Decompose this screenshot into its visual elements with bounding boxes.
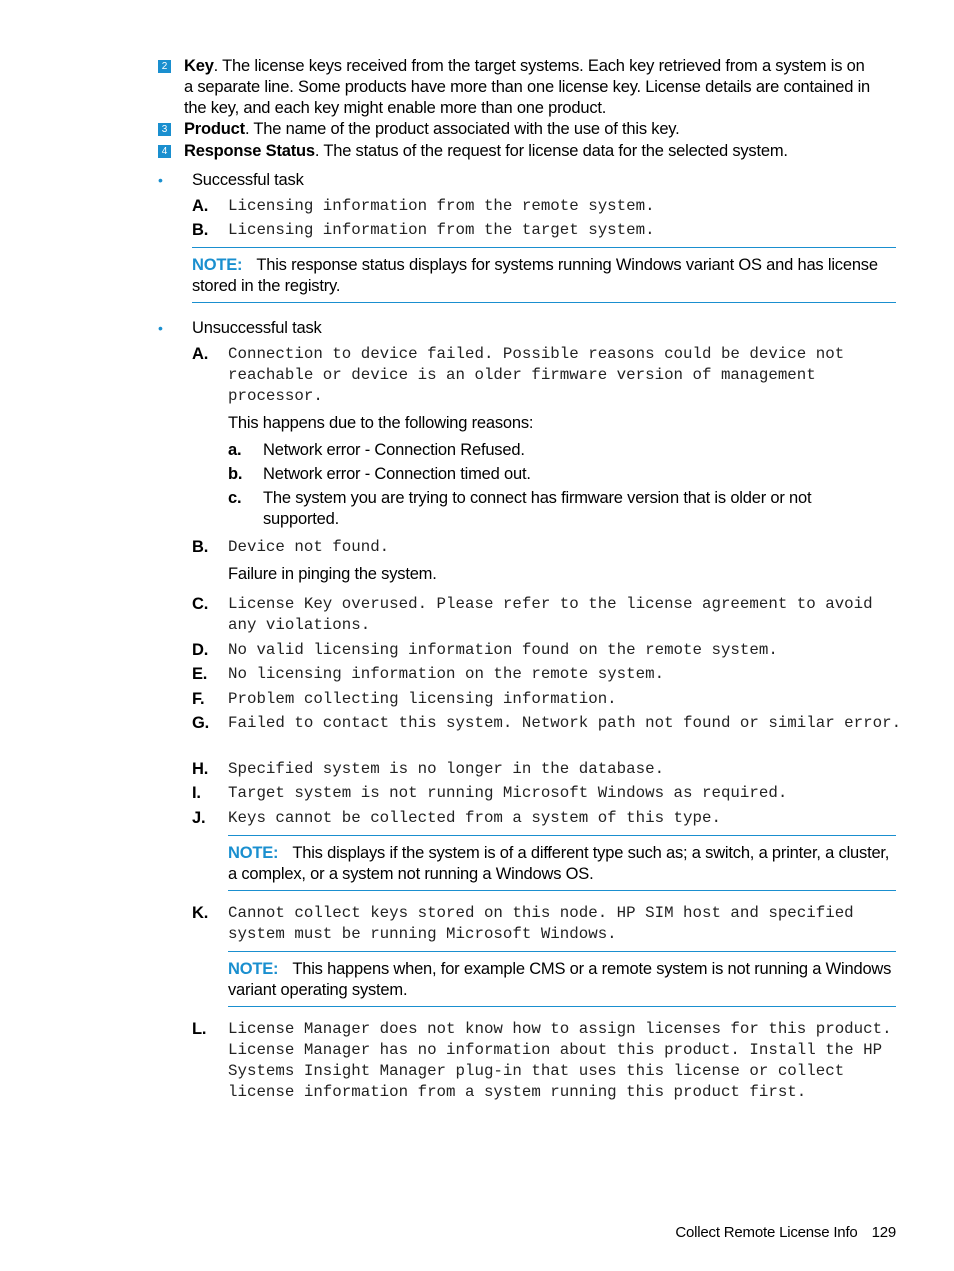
callout-number: 2 — [158, 60, 171, 73]
list-label: C. — [192, 595, 209, 613]
callout-number: 3 — [158, 123, 171, 136]
list-label: L. — [192, 1020, 207, 1038]
list-item: Licensing information from the remote system. — [228, 197, 655, 215]
list-label: B. — [192, 221, 209, 239]
callout-number: 4 — [158, 145, 171, 158]
note-text: This displays if the system is of a different type such as; a switch, a printer, a cluster, a complex, or a system not running a Windows OS. — [228, 844, 890, 883]
list-item: Device not found. — [228, 538, 390, 556]
list-label: D. — [192, 641, 209, 659]
successful-task-title: Successful task — [192, 171, 304, 189]
page-number: 129 — [871, 1224, 896, 1241]
note-box — [228, 951, 896, 1007]
note-box — [192, 247, 896, 303]
note-label: NOTE: — [228, 960, 279, 978]
list-label: F. — [192, 690, 205, 708]
sub-list-label: c. — [228, 489, 242, 507]
bullet-icon: • — [158, 320, 163, 336]
callout-key-text: Key. The license keys received from the target systems. Each key retrieved from a system is on a separate line. Some products have more than one license key. License details are contained in the key, and each key might enable more than one product. — [184, 57, 871, 117]
list-label: H. — [192, 760, 209, 778]
list-label: K. — [192, 904, 209, 922]
list-label: G. — [192, 714, 210, 732]
list-item: Connection to device failed. Possible reasons could be device not reachable or device is an older firmware version of management processor. — [228, 345, 854, 405]
list-label: B. — [192, 538, 209, 556]
list-item: Target system is not running Microsoft Windows as required. — [228, 784, 788, 802]
list-item: Specified system is no longer in the database. — [228, 760, 665, 778]
reasons-intro: This happens due to the following reasons: — [228, 414, 534, 432]
list-label: I. — [192, 784, 201, 802]
list-item: No licensing information on the remote system. — [228, 665, 665, 683]
footer-section-title: Collect Remote License Info — [675, 1224, 858, 1241]
list-label: J. — [192, 809, 206, 827]
list-item: License Manager does not know how to assign licenses for this product. License Manager has no information about this product. Install the HP Systems Insight Manager plug-in that uses this license or collect license information from a system running this product first. — [228, 1020, 902, 1101]
list-label: E. — [192, 665, 208, 683]
sub-list-item: Network error - Connection Refused. — [263, 441, 525, 459]
list-label: A. — [192, 345, 209, 363]
list-item: Cannot collect keys stored on this node. HP SIM host and specified system must be running Microsoft Windows. — [228, 904, 864, 943]
note-label: NOTE: — [228, 844, 279, 862]
list-item: Problem collecting licensing information. — [228, 690, 617, 708]
callout-product-text: Product. The name of the product associated with the use of this key. — [184, 120, 680, 138]
note-label: NOTE: — [192, 256, 243, 274]
list-item: Keys cannot be collected from a system of this type. — [228, 809, 721, 827]
unsuccessful-task-title: Unsuccessful task — [192, 319, 322, 337]
list-item: Failed to contact this system. Network path not found or similar error. — [228, 714, 902, 732]
sub-list-label: b. — [228, 465, 243, 483]
sub-list-label: a. — [228, 441, 242, 459]
sub-list-item: The system you are trying to connect has firmware version that is older or not supported. — [263, 489, 812, 528]
callout-response-status-text: Response Status. The status of the request for license data for the selected system. — [184, 142, 788, 160]
list-item: License Key overused. Please refer to the license agreement to avoid any violations. — [228, 595, 883, 634]
list-item-desc: Failure in pinging the system. — [228, 565, 437, 583]
list-label: A. — [192, 197, 209, 215]
bullet-icon: • — [158, 172, 163, 188]
page-footer — [675, 1223, 896, 1243]
note-text: This response status displays for systems running Windows variant OS and has license stored in the registry. — [192, 256, 878, 295]
note-box — [228, 835, 896, 891]
sub-list-item: Network error - Connection timed out. — [263, 465, 531, 483]
list-item: Licensing information from the target system. — [228, 221, 655, 239]
list-item: No valid licensing information found on the remote system. — [228, 641, 778, 659]
note-text: This happens when, for example CMS or a remote system is not running a Windows variant operating system. — [228, 960, 892, 999]
